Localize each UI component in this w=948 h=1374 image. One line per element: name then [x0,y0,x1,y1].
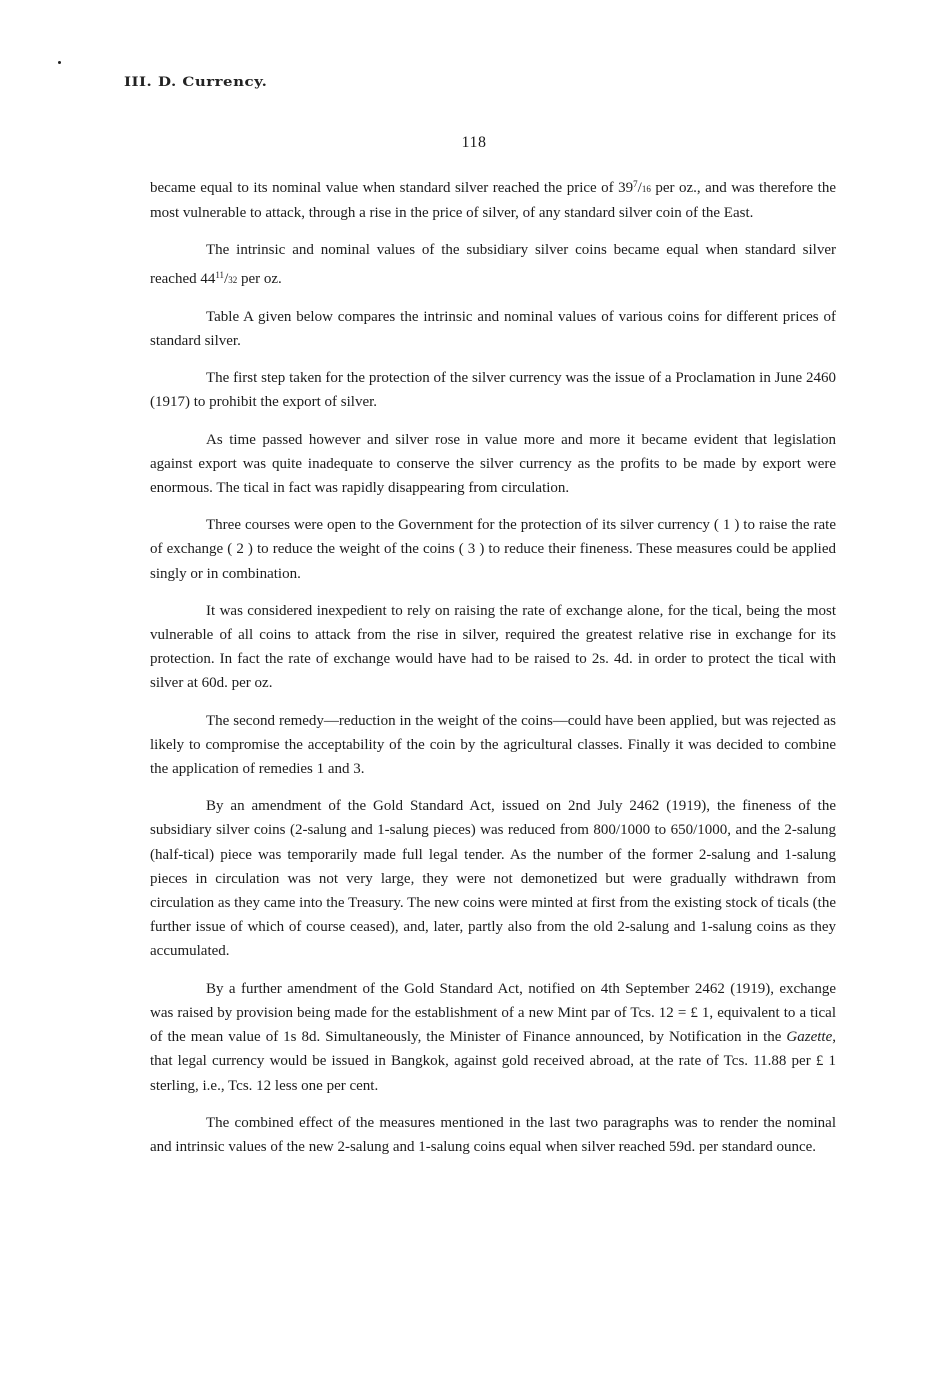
paragraph-7: It was considered inexpedient to rely on raising the rate of exchange alone, for the tical, being the most vulnerable of all coins to attack from the rise in silver, required the greatest relative rise in exchange for its protection. In fact the rate of exchange would have had to be raised to 2s. 4d. in order to protect the tical with silver at 60d. per oz. [150,602,836,692]
paragraph-5: As time passed however and silver rose in value more and more it became evident that legislation against export was quite inadequate to conserve the silver currency as the profits to be made by export were enormous. The tical in fact was rapidly disappearing from circulation. [150,431,836,497]
paragraph-4: The first step taken for the protection of the silver currency was the issue of a Proclamation in June 2460 (1917) to prohibit the export of silver. [150,370,836,411]
italic-gazette: Gazette [786,1029,833,1046]
fraction-numerator: 11 [215,269,225,280]
paragraph-10: By a further amendment of the Gold Standard Act, notified on 4th September 2462 (1919), exchange was raised by provision being made for the establishment of a new Mint par of Tcs. 12 = £ 1, equivalent to a tical of the mean value of 1s 8d. Simultaneously, the Minister of Finance announced, by Notification in the Gazette, that legal currency would be issued in Bangkok, against gold received abroad, at the rate of Tcs. 11.88 per £ 1 sterling, i.e., Tcs. 12 less one per cent. [150,980,836,1094]
paragraph-11: The combined effect of the measures mentioned in the last two paragraphs was to render the nominal and intrinsic values of the new 2-salung and 1-salung coins equal when silver reached 59d. per standard ounce. [150,1114,836,1155]
paragraph-3: Table A given below compares the intrinsic and nominal values of various coins for different prices of standard silver. [150,308,836,350]
paragraph-2: The intrinsic and nominal values of the subsidiary silver coins became equal when standard silver reached $44^{11}/32$ per oz. [150,242,836,287]
scan-speck [58,61,61,64]
paragraph-1: became equal to its nominal value when standard silver reached the price of $39^7/16$ per oz., and was therefore the most vulnerable to attack, through a rise in the price of silver, of any standard silver coin of the East. [150,179,836,222]
running-head: III. D. Currency. [124,74,268,90]
paragraph-9: By an amendment of the Gold Standard Act, issued on 2nd July 2462 (1919), the fineness of the subsidiary silver coins (2-salung and 1-salung pieces) was reduced from 800/1000 to 650/1000, and the 2-salung (half-tical) piece was temporarily made full legal tender. As the number of the former 2-salung and 1-salung pieces in circulation was not very large, they were not demonetized but were gradually withdrawn from circulation as they came into the Treasury. The new coins were minted at first from the existing stock of ticals (the further issue of which of course ceased), and, later, partly also from the old 2-salung and 1-salung coins as they accumulated. [150,798,836,960]
body-text [150,172,836,1172]
page-number: 118 [461,134,487,151]
paragraph-6: Three courses were open to the Government for the protection of its silver currency ( 1 ) to raise the rate of exchange ( 2 ) to reduce the weight of the coins ( 3 ) to reduce their fineness. These measures could be applied singly or in combination. [150,517,836,582]
fraction-numerator: 7 [633,179,638,189]
fraction-denominator: 16 [641,184,651,194]
paragraph-8: The second remedy—reduction in the weight of the coins—could have been applied, but was rejected as likely to compromise the acceptability of the coin by the agricultural classes. Finally it was decided to combine the application of remedies 1 and 3. [150,712,836,778]
fraction-denominator: 32 [228,274,238,285]
